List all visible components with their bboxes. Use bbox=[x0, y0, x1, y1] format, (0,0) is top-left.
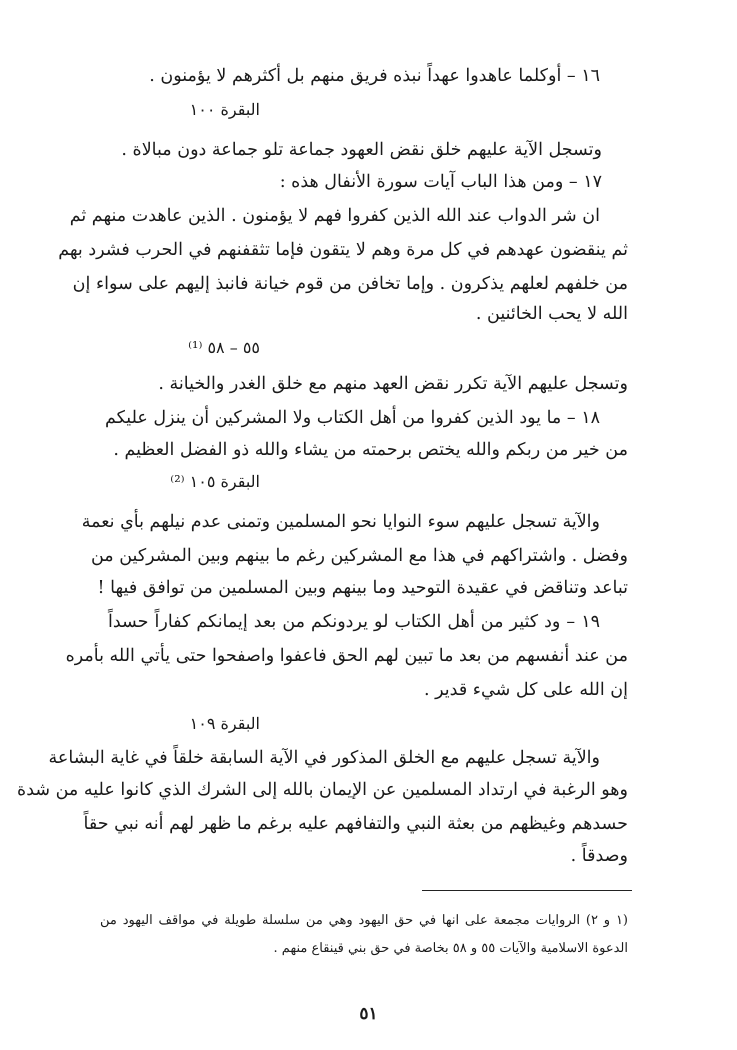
text-line: وتسجل الآية عليهم خلق نقض العهود جماعة تلو جماعة دون مبالاة . bbox=[121, 140, 602, 160]
page-number: ٥١ bbox=[359, 1004, 378, 1024]
text-line: وفضل . واشتراكهم في هذا مع المشركين رغم ما بينهم وبين المشركين من bbox=[90, 546, 628, 566]
text-line: ١٦ – أوكلما عاهدوا عهداً نبذه فريق منهم بل أكثرهم لا يؤمنون . bbox=[149, 66, 600, 86]
verse-reference: البقرة ١٠٠ bbox=[189, 100, 260, 119]
text-line: وتسجل عليهم الآية تكرر نقض العهد منهم مع خلق الغدر والخيانة . bbox=[158, 374, 628, 394]
verse-reference: ٥٥ – ٥٨ ⁽¹⁾ bbox=[188, 338, 260, 357]
text-line: والآية تسجل عليهم سوء النوايا نحو المسلمين وتمنى عدم نيلهم بأي نعمة bbox=[81, 512, 600, 532]
text-line: من عند أنفسهم من بعد ما تبين لهم الحق فاعفوا واصفحوا حتى يأتي الله بأمره bbox=[65, 646, 628, 666]
text-line: ١٩ – ود كثير من أهل الكتاب لو يردونكم من بعد إيمانكم كفاراً حسداً bbox=[108, 612, 601, 632]
footnote-line: (١ و ٢) الروايات مجمعة على انها في حق اليهود وهي من سلسلة طويلة في مواقف اليهود من bbox=[100, 913, 628, 928]
text-line: ١٧ – ومن هذا الباب آيات سورة الأنفال هذه : bbox=[279, 172, 602, 192]
text-line: من خلفهم لعلهم يذكرون . وإما تخافن من قوم خيانة فانبذ إليهم على سواء إن bbox=[72, 274, 628, 294]
text-line: والآية تسجل عليهم مع الخلق المذكور في الآية السابقة خلقاً في غاية البشاعة bbox=[48, 748, 600, 768]
text-line: الله لا يحب الخائنين . bbox=[475, 304, 628, 324]
footnote-separator bbox=[422, 890, 632, 891]
text-line: إن الله على كل شيء قدير . bbox=[424, 680, 628, 700]
text-line: وهو الرغبة في ارتداد المسلمين عن الإيمان بالله إلى الشرك الذي كانوا عليه من شدة bbox=[17, 780, 628, 800]
text-line: ان شر الدواب عند الله الذين كفروا فهم لا يؤمنون . الذين عاهدت منهم ثم bbox=[69, 206, 600, 226]
text-line: من خير من ربكم والله يختص برحمته من يشاء والله ذو الفضل العظيم . bbox=[113, 440, 628, 460]
text-line: ١٨ – ما يود الذين كفروا من أهل الكتاب ولا المشركين أن ينزل عليكم bbox=[104, 408, 600, 428]
text-line: تباعد وتناقض في عقيدة التوحيد وما بينهم وبين المسلمين من توافق فيها ! bbox=[97, 578, 628, 598]
footnote-line: الدعوة الاسلامية والآيات ٥٥ و ٥٨ بخاصة في حق بني قينقاع منهم . bbox=[273, 941, 628, 956]
verse-reference: البقرة ١٠٥ ⁽²⁾ bbox=[170, 472, 260, 491]
text-line: حسدهم وغيظهم من بعثة النبي والتفافهم عليه برغم ما ظهر لهم أنه نبي حقاً bbox=[83, 814, 628, 834]
text-line: وصدقاً . bbox=[570, 846, 628, 866]
verse-reference: البقرة ١٠٩ bbox=[189, 714, 260, 733]
text-line: ثم ينقضون عهدهم في كل مرة وهم لا يتقون فإما تثقفنهم في الحرب فشرد بهم bbox=[58, 240, 628, 260]
